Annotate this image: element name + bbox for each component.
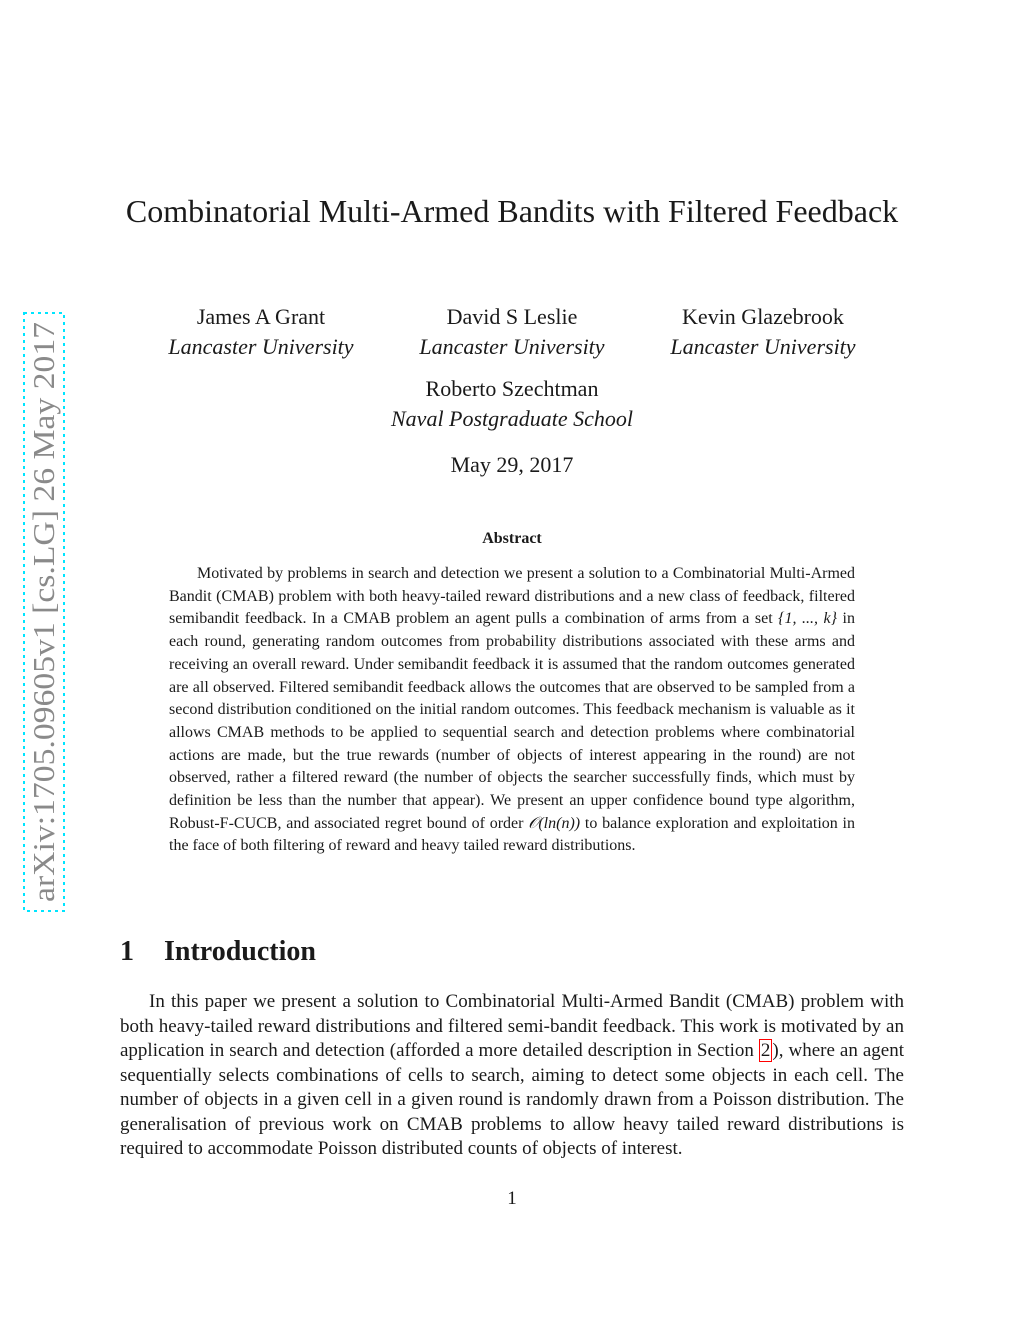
intro-text: ), where an agent sequentially selects combinations of cells to search, aiming to detect some objects in each cell. The number of objects in a given cell in a given round is randomly drawn from a Poisson distribution. The generalisation of previous work on CMAB problems to allow heavy tailed reward distributions is required to accommodate Poisson distributed counts of objects of interest. — [120, 1040, 904, 1159]
arxiv-stamp-text: arXiv:1705.09605v1 [cs.LG] 26 May 2017 — [26, 368, 61, 902]
abstract-text: to balance exploration and exploitation in the face of both filtering of reward and heavy tailed reward distributions. — [169, 814, 856, 855]
big-o-math: 𝒪(ln(n)) — [528, 814, 581, 832]
section-title: Introduction — [164, 936, 316, 967]
author-name: Kevin Glazebrook — [682, 304, 844, 329]
paper-title: Combinatorial Multi-Armed Bandits with Filtered Feedback — [125, 193, 899, 229]
abstract-heading: Abstract — [482, 530, 542, 547]
author-block — [391, 302, 633, 362]
author-affiliation: Lancaster University — [168, 334, 354, 359]
author-affiliation: Lancaster University — [419, 334, 605, 359]
author-affiliation: Lancaster University — [670, 334, 856, 359]
page-number: 1 — [507, 1188, 517, 1209]
abstract-body — [169, 563, 855, 858]
author-block — [352, 374, 672, 434]
abstract-text: in each round, generating random outcomes from probability distributions associated with these arms and receiving an overall reward. Under semibandit feedback it is assumed that the random outcomes generated are all observed. Filtered semibandit feedback allows the outcomes that are observed to be sampled from a second distribution conditioned on the initial random outcomes. This feedback mechanism is valuable as it allows CMAB methods to be applied to sequential search and detection problems where combinatorial actions are made, but the true rewards (number of objects of interest appearing in the round) are not observed, rather a filtered reward (the number of objects the searcher successfully finds, which must by definition be less than the number that appear). We present an upper confidence bound type algorithm, Robust-F-CUCB, and associated regret bound of order — [169, 610, 855, 832]
author-affiliation: Naval Postgraduate School — [391, 406, 633, 431]
intro-paragraph — [120, 990, 904, 1162]
section-ref-link[interactable]: 2 — [760, 1040, 771, 1061]
paper-date: May 29, 2017 — [450, 452, 574, 477]
section-number: 1 — [120, 936, 134, 967]
abstract-text: Motivated by problems in search and detection we present a solution to a Combinatorial Multi-Armed Bandit (CMAB) problem with both heavy-tailed reward distributions and a new class of feedback, filtered semibandit feedback. In a CMAB problem an agent pulls a combination of arms from a set — [169, 565, 855, 628]
author-name: James A Grant — [196, 304, 326, 329]
author-name: David S Leslie — [446, 304, 578, 329]
arxiv-stamp[interactable] — [23, 312, 65, 912]
set-math: {1, ..., k} — [778, 610, 838, 628]
intro-text: In this paper we present a solution to Combinatorial Multi-Armed Bandit (CMAB) problem with both heavy-tailed reward distributions and filtered semi-bandit feedback. This work is motivated by an application in search and detection (afforded a more detailed description in Section — [120, 991, 904, 1061]
author-name: Roberto Szechtman — [425, 376, 599, 401]
section-heading — [120, 936, 316, 968]
author-block — [140, 302, 382, 362]
author-block — [642, 302, 884, 362]
